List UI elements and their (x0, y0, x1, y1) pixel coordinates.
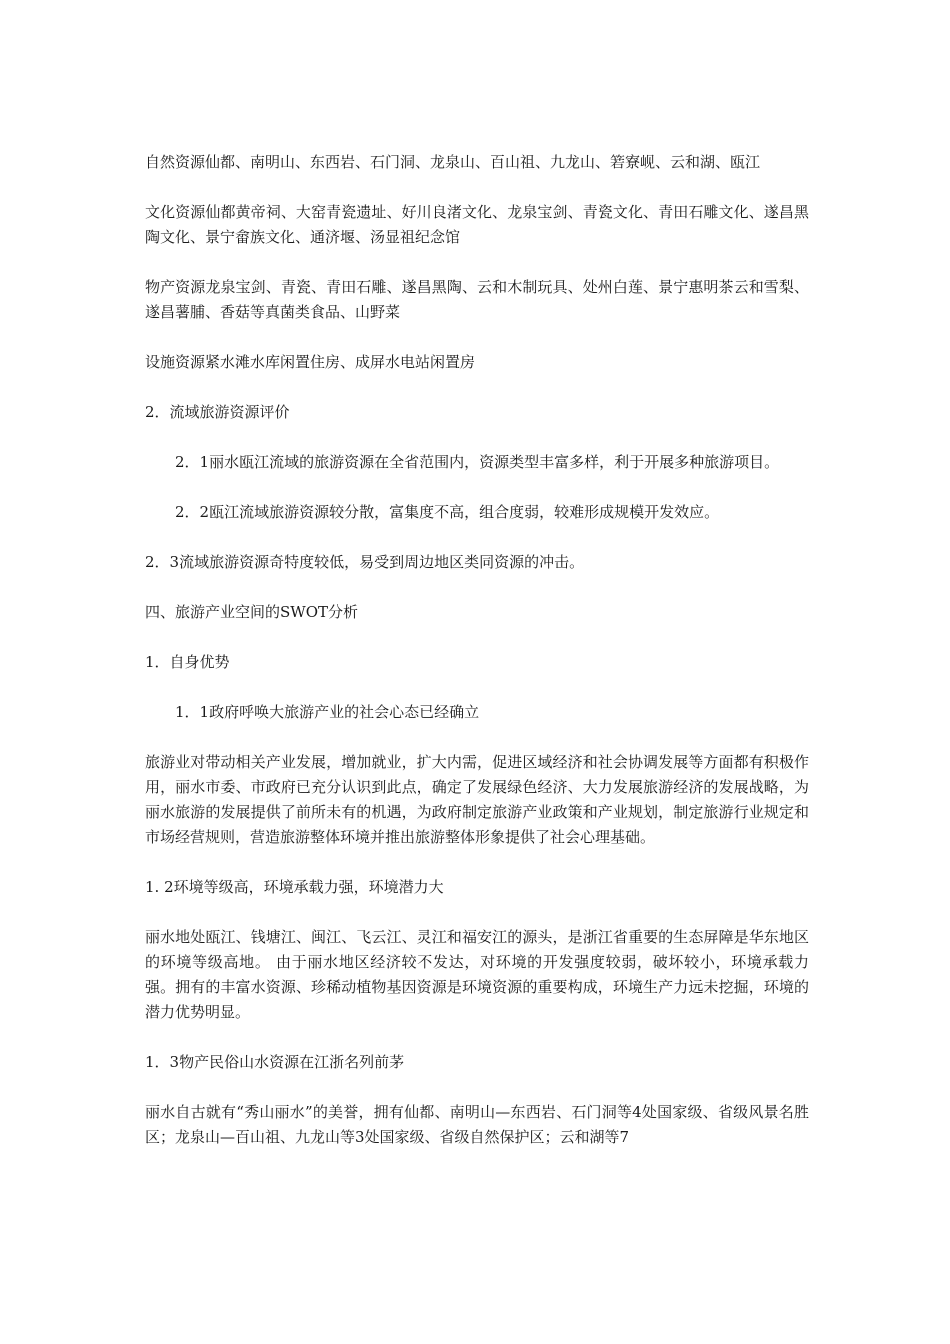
document-page (145, 150, 809, 1175)
heading-advantage-1-2: 1. 2环境等级高，环境承载力强，环境潜力大 (145, 878, 444, 896)
heading-resource-evaluation: 2．流域旅游资源评价 (145, 403, 290, 421)
paragraph-evaluation-2-3: 2．3流域旅游资源奇特度较低，易受到周边地区类同资源的冲击。 (145, 553, 585, 571)
paragraph-product-resources: 物产资源龙泉宝剑、青瓷、青田石雕、遂昌黑陶、云和木制玩具、处州白莲、景宁惠明茶云和雪梨、遂昌薯脯、香菇等真菌类食品、山野菜 (145, 278, 809, 321)
heading-own-advantages: 1．自身优势 (145, 653, 230, 671)
paragraph-facility-resources: 设施资源紧水滩水库闲置住房、成屏水电站闲置房 (145, 353, 476, 371)
paragraph-evaluation-2-1: 2．1丽水瓯江流域的旅游资源在全省范围内，资源类型丰富多样，利于开展多种旅游项目。 (175, 453, 780, 471)
paragraph-lishui-reputation: 丽水自古就有“秀山丽水”的美誉，拥有仙都、南明山—东西岩、石门洞等4处国家级、省级风景名胜区；龙泉山—百山祖、九龙山等3处国家级、省级自然保护区；云和湖等7 (145, 1103, 809, 1146)
paragraph-tourism-industry: 旅游业对带动相关产业发展，增加就业，扩大内需，促进区域经济和社会协调发展等方面都有积极作用，丽水市委、市政府已充分认识到此点，确定了发展绿色经济、大力发展旅游经济的发展战略，为丽水旅游的发展提供了前所未有的机遇，为政府制定旅游产业政策和产业规划，制定旅游行业规定和市场经营规则，营造旅游整体环境并推出旅游整体形象提供了社会心理基础。 (145, 753, 809, 846)
heading-advantage-1-1: 1．1政府呼唤大旅游产业的社会心态已经确立 (175, 703, 480, 721)
paragraph-evaluation-2-2: 2．2瓯江流域旅游资源较分散，富集度不高，组合度弱，较难形成规模开发效应。 (175, 503, 720, 521)
heading-swot-analysis: 四、旅游产业空间的SWOT分析 (145, 603, 358, 621)
paragraph-cultural-resources: 文化资源仙都黄帝祠、大窑青瓷遗址、好川良渚文化、龙泉宝剑、青瓷文化、青田石雕文化、遂昌黑陶文化、景宁畲族文化、通济堰、汤显祖纪念馆 (145, 203, 809, 246)
paragraph-environment: 丽水地处瓯江、钱塘江、闽江、飞云江、灵江和福安江的源头，是浙江省重要的生态屏障是华东地区的环境等级高地。 由于丽水地区经济较不发达，对环境的开发强度较弱，破坏较小，环境承载力强。拥有的丰富水资源、珍稀动植物基因资源是环境资源的重要构成，环境生产力远未挖掘，环境的潜力优势明显。 (145, 928, 809, 1021)
heading-advantage-1-3: 1．3物产民俗山水资源在江浙名列前茅 (145, 1053, 405, 1071)
paragraph-natural-resources: 自然资源仙都、南明山、东西岩、石门洞、龙泉山、百山祖、九龙山、箬寮岘、云和湖、瓯江 (145, 153, 761, 171)
